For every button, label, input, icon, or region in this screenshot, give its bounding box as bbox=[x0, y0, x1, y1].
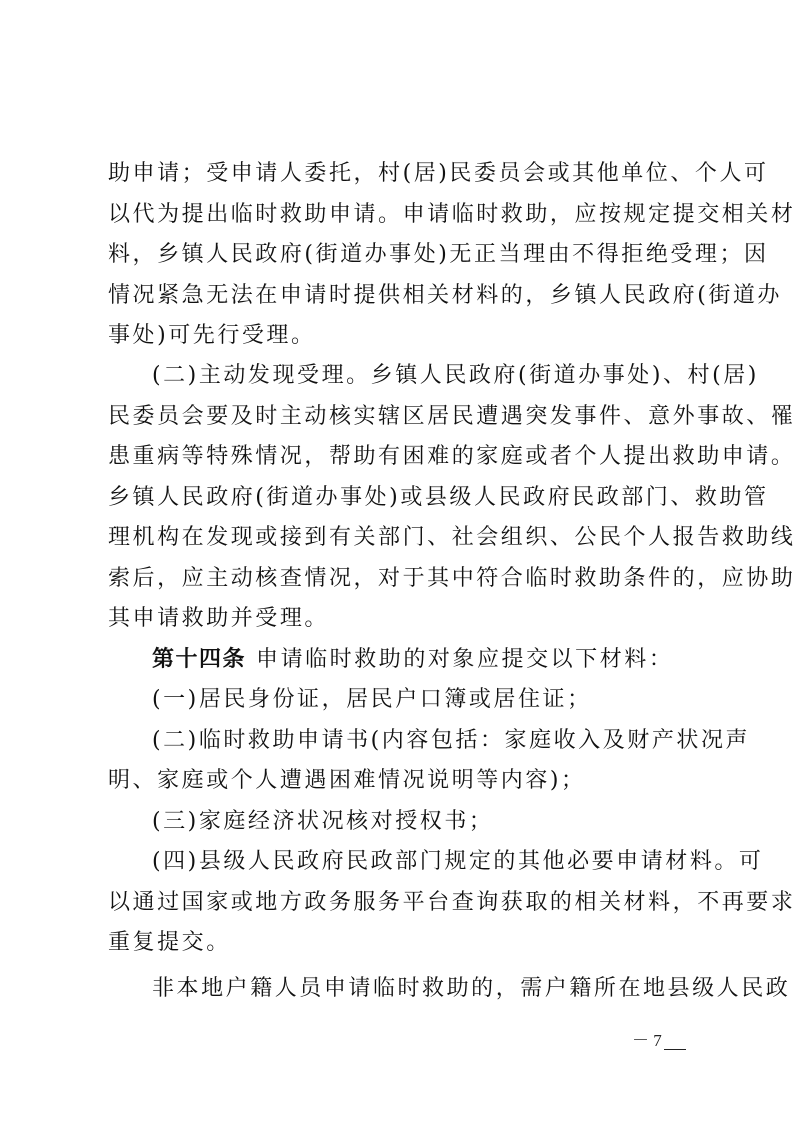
paragraph-line: 其申请救助并受理。 bbox=[108, 606, 329, 631]
paragraph-line: 患重病等特殊情况，帮助有困难的家庭或者个人提出救助申请。 bbox=[108, 444, 795, 469]
paragraph-line: 以代为提出临时救助申请。申请临时救助，应按规定提交相关材 bbox=[108, 202, 795, 227]
paragraph-line: 理机构在发现或接到有关部门、社会组织、公民个人报告救助线 bbox=[108, 525, 795, 550]
paragraph-line: 重复提交。 bbox=[108, 930, 231, 955]
paragraph-line: 料，乡镇人民政府(街道办事处)无正当理由不得拒绝受理；因 bbox=[108, 242, 769, 267]
page-number-text: － 7 bbox=[632, 1031, 662, 1050]
paragraph-line: (二)主动发现受理。乡镇人民政府(街道办事处)、村(居) bbox=[152, 363, 759, 388]
paragraph-line: (二)临时救助申请书(内容包括：家庭收入及财产状况声 bbox=[152, 728, 751, 753]
paragraph-line: 以通过国家或地方政务服务平台查询获取的相关材料，不再要求 bbox=[108, 890, 795, 915]
paragraph-line: (一)居民身份证，居民户口簿或居住证； bbox=[152, 687, 592, 712]
paragraph-line: 助申请；受申请人委托，村(居)民委员会或其他单位、个人可 bbox=[108, 161, 769, 186]
paragraph-line: 民委员会要及时主动核实辖区居民遭遇突发事件、意外事故、罹 bbox=[108, 404, 795, 429]
paragraph-line: 索后，应主动核查情况，对于其中符合临时救助条件的，应协助 bbox=[108, 566, 795, 591]
paragraph-line: 情况紧急无法在申请时提供相关材料的，乡镇人民政府(街道办 bbox=[108, 283, 782, 308]
paragraph-line: (四)县级人民政府民政部门规定的其他必要申请材料。可 bbox=[152, 849, 764, 874]
article-heading: 第十四条 bbox=[152, 647, 247, 672]
page-number bbox=[632, 1031, 692, 1051]
paragraph-line: (三)家庭经济状况核对授权书； bbox=[152, 809, 494, 834]
article-text: 申请临时救助的对象应提交以下材料： bbox=[256, 647, 674, 672]
paragraph-line: 明、家庭或个人遭遇困难情况说明等内容)； bbox=[108, 768, 586, 793]
paragraph-line: 非本地户籍人员申请临时救助的，需户籍所在地县级人民政 bbox=[152, 976, 791, 1001]
paragraph-line: 事处)可先行受理。 bbox=[108, 323, 316, 348]
paragraph-line: 乡镇人民政府(街道办事处)或县级人民政府民政部门、救助管 bbox=[108, 485, 769, 510]
article-14-line bbox=[152, 645, 698, 675]
page-number-underline bbox=[664, 1049, 686, 1050]
